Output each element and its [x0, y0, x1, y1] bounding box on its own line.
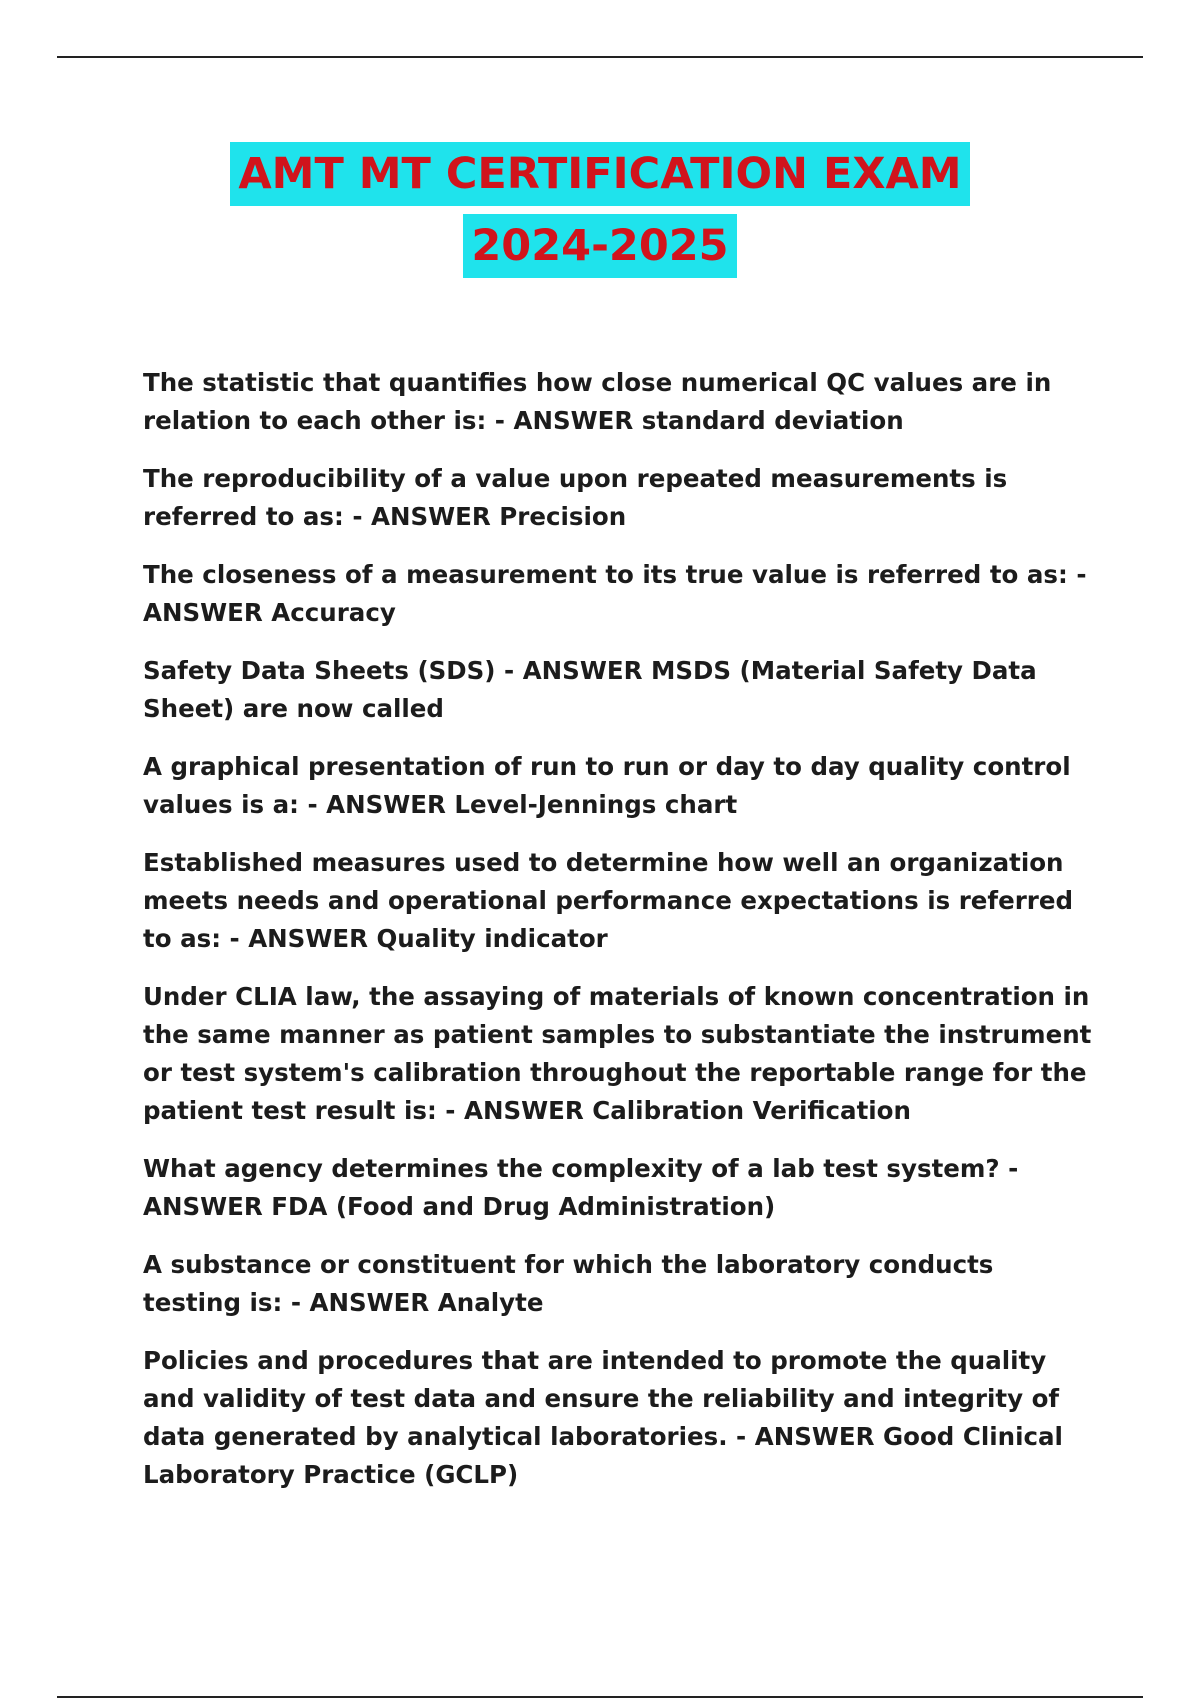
title-line-1: AMT MT CERTIFICATION EXAM: [230, 142, 969, 206]
qa-list: [143, 364, 1093, 1514]
qa-item: The statistic that quantifies how close numerical QC values are in relation to each other is: - ANSWER standard deviation: [143, 368, 1052, 435]
top-divider: [57, 56, 1143, 58]
title-line-2: 2024-2025: [463, 214, 736, 278]
qa-item: The reproducibility of a value upon repeated measurements is referred to as: - ANSWER Precision: [143, 464, 1008, 531]
qa-item: Safety Data Sheets (SDS) - ANSWER MSDS (Material Safety Data Sheet) are now called: [143, 656, 1037, 723]
qa-item: Policies and procedures that are intended to promote the quality and validity of test data and ensure the reliability and integrity of data generated by analytical laboratories. - ANSWER Good Clinical Laboratory Practice (GCLP): [143, 1346, 1063, 1489]
qa-item: Established measures used to determine how well an organization meets needs and operational performance expectations is referred to as: - ANSWER Quality indicator: [143, 848, 1074, 953]
bottom-divider: [57, 1696, 1143, 1698]
page-title: [0, 142, 1200, 286]
qa-item: Under CLIA law, the assaying of materials of known concentration in the same manner as patient samples to substantiate the instrument or test system's calibration throughout the reportable range for the patient test result is: - ANSWER Calibration Verification: [143, 982, 1092, 1125]
qa-item: What agency determines the complexity of a lab test system? - ANSWER FDA (Food and Drug Administration): [143, 1154, 1019, 1221]
qa-item: The closeness of a measurement to its true value is referred to as: - ANSWER Accuracy: [143, 560, 1087, 627]
qa-item: A substance or constituent for which the laboratory conducts testing is: - ANSWER Analyte: [143, 1250, 994, 1317]
qa-item: A graphical presentation of run to run or day to day quality control values is a: - ANSWER Level-Jennings chart: [143, 752, 1071, 819]
